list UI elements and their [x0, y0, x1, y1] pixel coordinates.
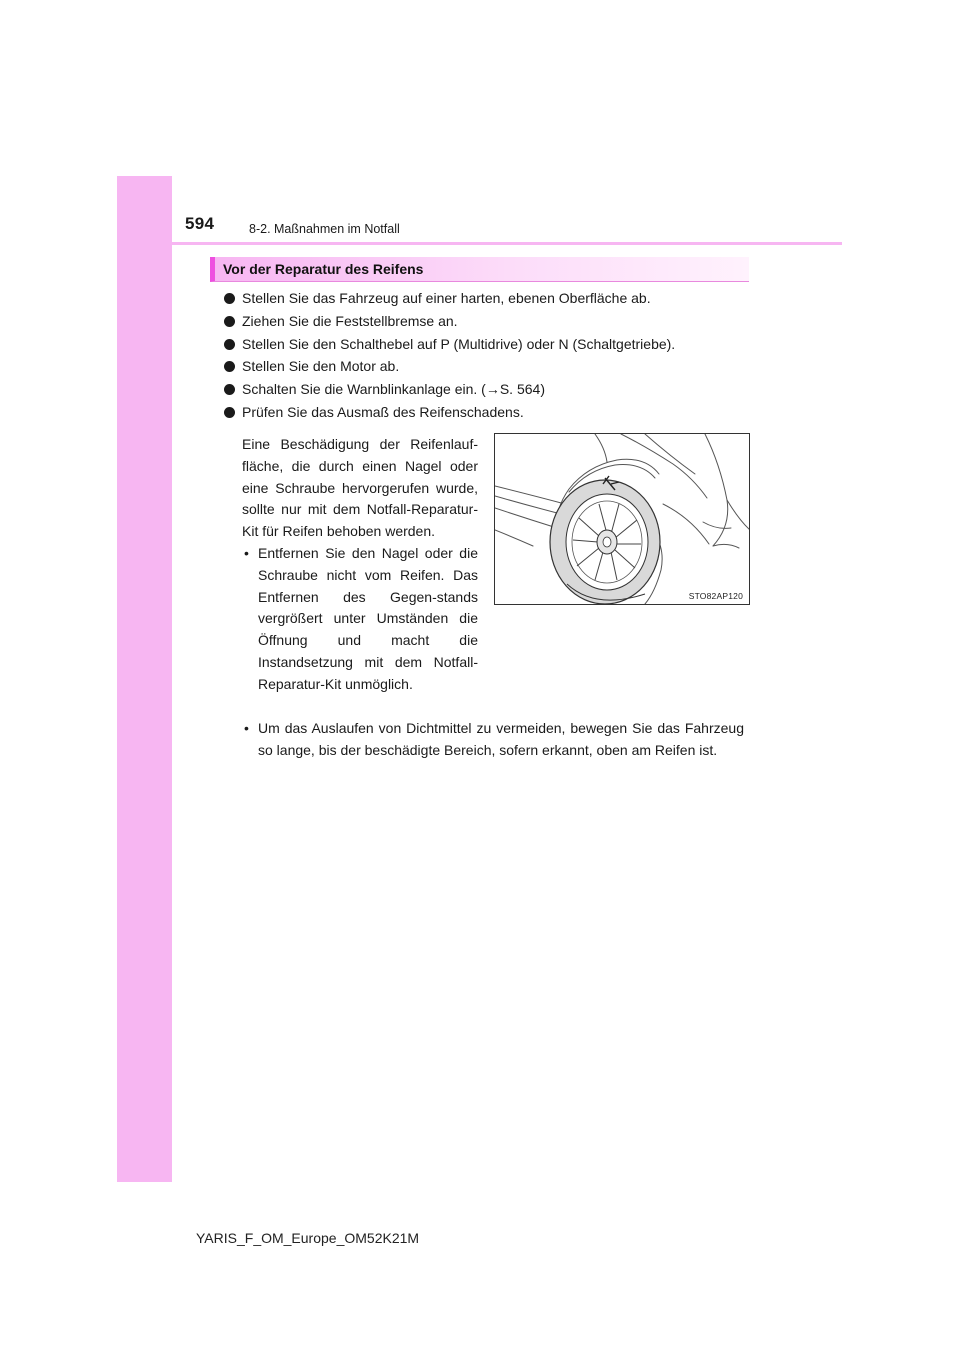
bullet-item	[222, 401, 762, 424]
footer-code: YARIS_F_OM_Europe_OM52K21M	[196, 1230, 420, 1246]
bullet-icon	[224, 361, 235, 372]
detail-wide	[242, 718, 744, 762]
sub-bullet-text: Entfernen Sie den Nagel oder die Schraube nicht vom Reifen. Das Entfernen des Gegen-stands vergrößert unter Umständen die Öffnung und macht die Instandsetzung mit dem Notfall-Reparatur-Kit unmöglich.	[258, 544, 478, 692]
bullet-text: Stellen Sie den Motor ab.	[242, 358, 400, 375]
detail-paragraph: Eine Beschädigung der Reifenlauf-fläche, die durch einen Nagel oder eine Schraube hervorgerufen wurde, sollte nur mit dem Notfall-Reparatur-Kit für Reifen behoben werden.	[242, 436, 478, 540]
sub-bullet-item	[242, 543, 478, 696]
bullet-text: Stellen Sie den Schalthebel auf P (Multidrive) oder N (Schaltgetriebe).	[242, 335, 676, 352]
sub-bullet-item	[242, 718, 744, 762]
bullet-item	[222, 355, 762, 378]
bullet-text: Prüfen Sie das Ausmaß des Reifenschadens.	[242, 403, 524, 420]
bullet-item	[222, 333, 762, 356]
bullet-icon	[224, 339, 235, 350]
tire-illustration	[494, 433, 750, 605]
car-wheel-icon	[495, 434, 750, 605]
bullet-icon	[224, 293, 235, 304]
sub-bullet-marker: •	[244, 544, 249, 561]
section-title: 8-2. Maßnahmen im Notfall	[249, 222, 400, 236]
bullet-text: Schalten Sie die Warnblinkanlage ein. (→S. 564)	[242, 381, 545, 398]
side-tab-band	[117, 176, 172, 1182]
bullet-icon	[224, 384, 235, 395]
sub-bullet-marker: •	[244, 720, 249, 736]
bullet-list	[222, 287, 762, 424]
bullet-text: Ziehen Sie die Feststellbremse an.	[242, 312, 458, 329]
bullet-text: Stellen Sie das Fahrzeug auf einer harten, ebenen Oberfläche ab.	[242, 290, 651, 306]
detail-column	[242, 434, 478, 696]
bullet-item	[222, 378, 762, 401]
subheading-box	[210, 257, 749, 282]
subheading-text: Vor der Reparatur des Reifens	[223, 261, 424, 277]
bullet-icon	[224, 316, 235, 327]
header-rule	[172, 242, 842, 245]
bullet-icon	[224, 407, 235, 418]
sub-bullet-text: Um das Auslaufen von Dichtmittel zu vermeiden, bewegen Sie das Fahrzeug so lange, bis der beschädigte Bereich, sofern erkannt, oben am Reifen ist.	[258, 720, 744, 758]
bullet-item	[222, 310, 762, 333]
bullet-item	[222, 287, 762, 310]
page-number: 594	[185, 214, 215, 233]
figure-code: STO82AP120	[688, 591, 743, 601]
